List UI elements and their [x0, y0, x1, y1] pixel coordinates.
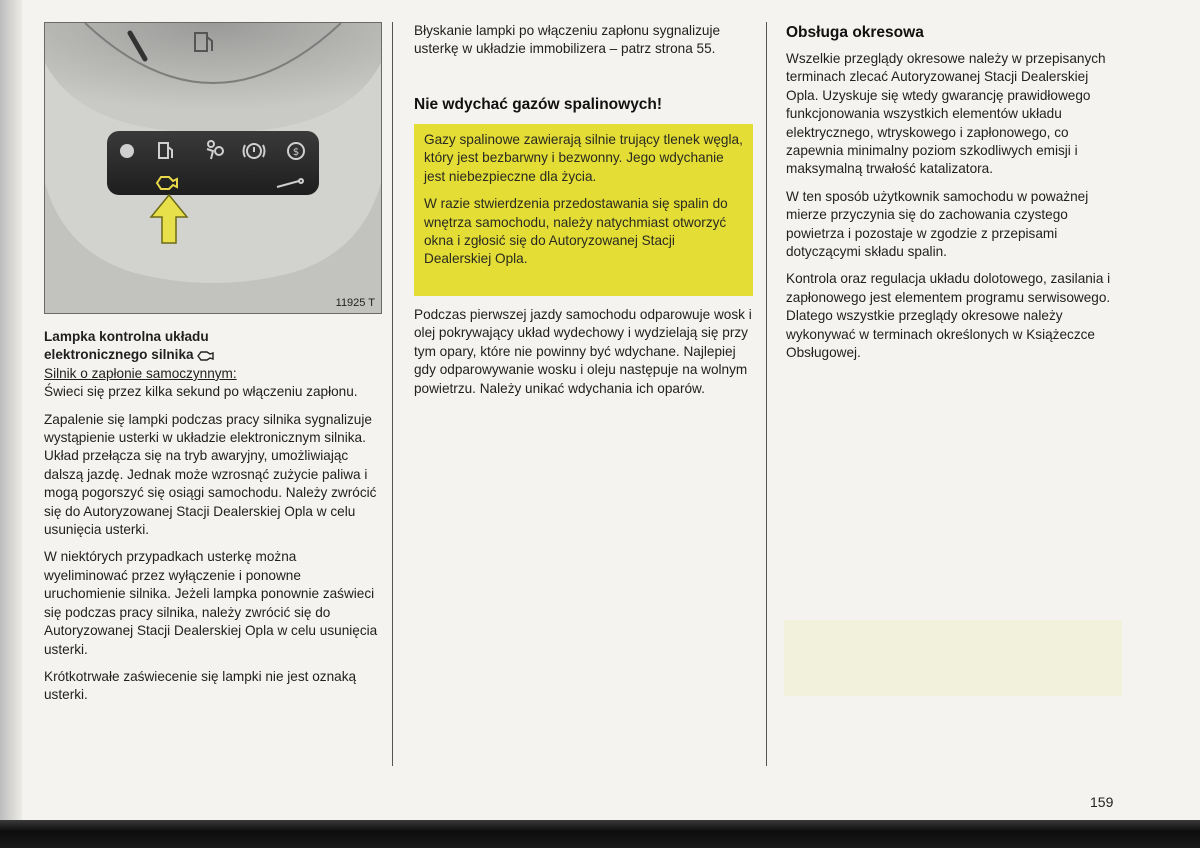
column-2-intro	[414, 22, 753, 68]
column-divider-left	[392, 22, 393, 766]
column-divider-right	[766, 22, 767, 766]
paragraph: Podczas pierwszej jazdy samochodu odparowuje wosk i olej pokrywający układ wydechowy i wydzielają się przy tym opary, które nie powinny być wdychane. Najlepiej gdy odparowywanie wosku i oleju następuje na wolnym powietrzu. Należy unikać wdychania ich oparów.	[414, 307, 752, 396]
svg-text:$: $	[292, 147, 300, 158]
column-3	[786, 50, 1122, 372]
dashboard-figure	[44, 22, 382, 314]
section-heading-line1: Lampka kontrolna układu	[44, 329, 209, 344]
indicator-lamp-icon	[120, 144, 134, 158]
section-heading-line2	[44, 346, 380, 364]
warning-paragraph: Gazy spalinowe zawierają silnie trujący tlenek węgla, który jest bezbarwny i bezwonny. Jego wdychanie jest niebezpieczne dla życia.	[424, 132, 743, 184]
paragraph: W ten sposób użytkownik samochodu w poważnej mierze przyczynia się do zachowania czystego powietrza i pozostaje w zgodzie z przepisami dotyczącymi składu spalin.	[786, 188, 1089, 260]
page-number: 159	[1090, 794, 1114, 810]
paragraph: Zapalenie się lampki podczas pracy silnika sygnalizuje wystąpienie usterki w układzie elektronicznym silnika. Układ przełącza się na tryb awaryjny, umożliwiając dalszą jazdę. Jednak może wzrosnąć zużycie paliwa i mogą pogorszyć się osiągi samochodu. Należy zwrócić się do Autoryzowanej Stacji Dealerskiej Opla w celu usunięcia usterki.	[44, 411, 377, 538]
paragraph: Kontrola oraz regulacja układu dolotowego, zasilania i zapłonowego jest elementem programu serwisowego. Dlatego wszystkie przeglądy okresowe należy wykonywać w terminach określonych w Książeczce Obsługowej.	[786, 271, 1111, 361]
paragraph: W niektórych przypadkach usterkę można wyeliminować przez wyłączenie i ponowne uruchomienie silnika. Jeżeli lampka ponownie zaświeci się podczas pracy silnika, należy zwrócić się do Autoryzowanej Stacji Dealerskiej Opla w celu usunięcia usterki.	[44, 549, 378, 657]
column-1	[44, 328, 380, 714]
subheading: Silnik o zapłonie samoczynnym:	[44, 365, 237, 381]
scan-bottom-edge	[0, 820, 1200, 848]
paragraph: Błyskanie lampki po włączeniu zapłonu sygnalizuje usterkę w układzie immobilizera – patrz strona 55.	[414, 23, 721, 57]
column-2-body	[414, 306, 753, 407]
bleed-through-highlight	[784, 620, 1122, 696]
engine-icon	[197, 349, 215, 361]
warning-box	[414, 124, 753, 296]
figure-code: 11925 T	[335, 297, 375, 309]
warning-heading: Nie wdychać gazów spalinowych!	[414, 96, 663, 113]
warning-paragraph: W razie stwierdzenia przedostawania się spalin do wnętrza samochodu, należy natychmiast otworzyć okna i zgłosić się do Autoryzowanej Stacji Dealerskiej Opla.	[424, 196, 728, 267]
paragraph: Krótkotrwałe zaświecenie się lampki nie jest oznaką usterki.	[44, 668, 357, 703]
paragraph: Wszelkie przeglądy okresowe należy w przepisanych terminach zlecać Autoryzowanej Stacji Dealerskiej Opla. Uzyskuje się wtedy gwarancję prawidłowego funkcjonowania wszystkich elementów układu elektrycznego, wtryskowego i zapłonowego, co zapewnia minimalny poziom szkodliwych emisji i maksymalną trwałość katalizatora.	[786, 51, 1106, 177]
page-binding-shadow	[0, 0, 22, 848]
paragraph: Świeci się przez kilka sekund po włączeniu zapłonu.	[44, 384, 358, 400]
maintenance-heading: Obsługa okresowa	[786, 24, 924, 41]
section-heading-line2-text: elektronicznego silnika	[44, 347, 194, 363]
dashboard-illustration	[45, 23, 381, 313]
